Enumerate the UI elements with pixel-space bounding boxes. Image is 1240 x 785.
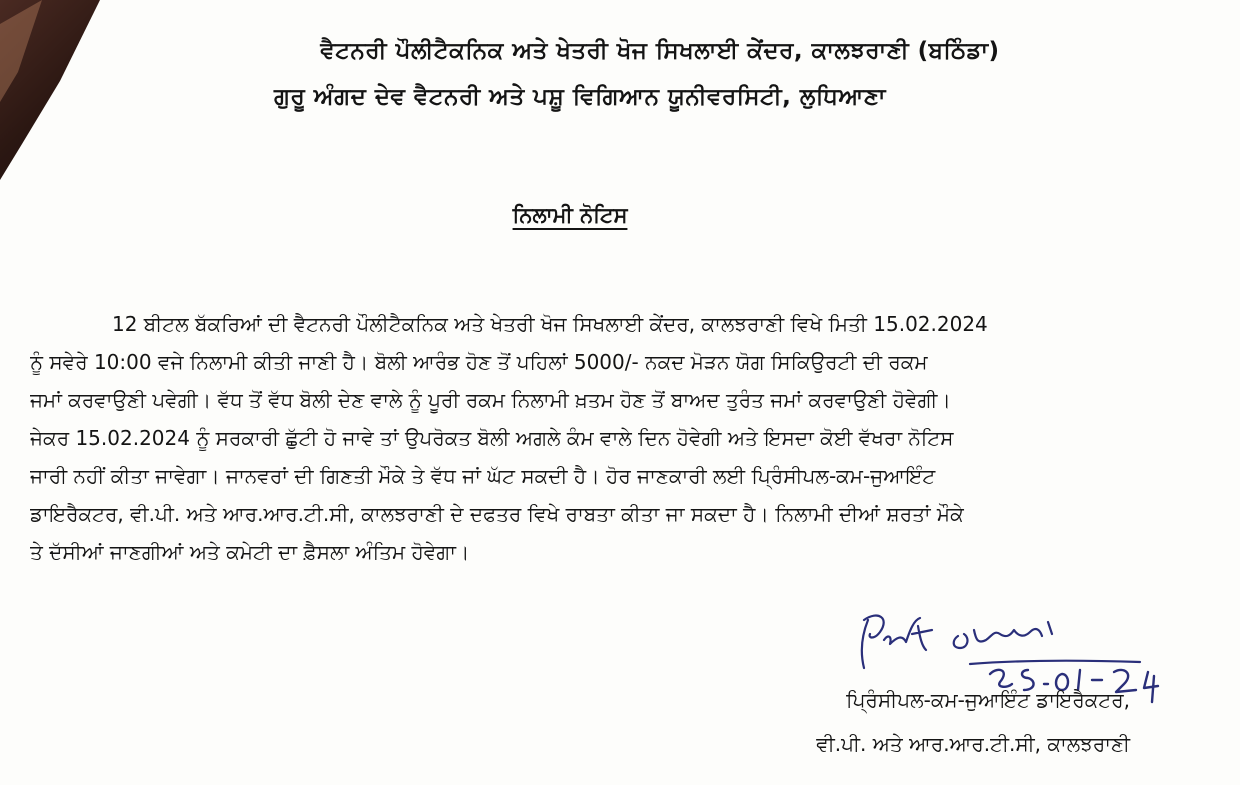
notice-line-4: ਜੇਕਰ 15.02.2024 ਨੂੰ ਸਰਕਾਰੀ ਛੁੱਟੀ ਹੋ ਜਾਵੇ ਤਾਂ ਉਪਰੋਕਤ ਬੋਲੀ ਅਗਲੇ ਕੰਮ ਵਾਲੇ ਦਿਨ ਹੋਵੇਗੀ ਅਤੇ ਇਸਦਾ ਕੋਈ ਵੱਖਰਾ ਨੋਟਿਸ [30,426,954,450]
university-name: ਗੁਰੂ ਅੰਗਦ ਦੇਵ ਵੈਟਨਰੀ ਅਤੇ ਪਸ਼ੂ ਵਿਗਿਆਨ ਯੂਨੀਵਰਸਿਟੀ, ਲੁਧਿਆਣਾ [274,84,886,110]
notice-line-6: ਡਾਇਰੈਕਟਰ, ਵੀ.ਪੀ. ਅਤੇ ਆਰ.ਆਰ.ਟੀ.ਸੀ, ਕਾਲਝਰਾਣੀ ਦੇ ਦਫਤਰ ਵਿਖੇ ਰਾਬਤਾ ਕੀਤਾ ਜਾ ਸਕਦਾ ਹੈ। ਨਿਲਾਮੀ ਦੀਆਂ ਸ਼ਰਤਾਂ ਮੌਕੇ [30,502,964,526]
notice-line-3: ਜਮਾਂ ਕਰਵਾਉਣੀ ਪਵੇਗੀ। ਵੱਧ ਤੋਂ ਵੱਧ ਬੋਲੀ ਦੇਣ ਵਾਲੇ ਨੂੰ ਪੂਰੀ ਰਕਮ ਨਿਲਾਮੀ ਖ਼ਤਮ ਹੋਣ ਤੋਂ ਬਾਅਦ ਤੁਰੰਤ ਜਮਾਂ ਕਰਵਾਉਣੀ ਹੋਵੇਗੀ। [30,388,951,412]
signatory-designation: ਪ੍ਰਿੰਸੀਪਲ-ਕਮ-ਜੁਆਇੰਟ ਡਾਇਰੈਕਟਰ, [846,688,1130,712]
notice-body [30,305,1130,571]
notice-line-1: 12 ਬੀਟਲ ਬੱਕਰਿਆਂ ਦੀ ਵੈਟਨਰੀ ਪੌਲੀਟੈਕਨਿਕ ਅਤੇ ਖੇਤਰੀ ਖੋਜ ਸਿਖਲਾਈ ਕੇਂਦਰ, ਕਾਲਝਰਾਣੀ ਵਿਖੇ ਮਿਤੀ 15.02.2024 [112,312,988,336]
notice-line-5: ਜਾਰੀ ਨਹੀਂ ਕੀਤਾ ਜਾਵੇਗਾ। ਜਾਨਵਰਾਂ ਦੀ ਗਿਣਤੀ ਮੌਕੇ ਤੇ ਵੱਧ ਜਾਂ ਘੱਟ ਸਕਦੀ ਹੈ। ਹੋਰ ਜਾਣਕਾਰੀ ਲਈ ਪ੍ਰਿੰਸੀਪਲ-ਕਮ-ਜੁਆਇੰਟ [30,464,936,488]
notice-title-text: ਨਿਲਾਮੀ ਨੋਟਿਸ [512,203,628,227]
notice-line-7: ਤੇ ਦੱਸੀਆਂ ਜਾਣਗੀਆਂ ਅਤੇ ਕਮੇਟੀ ਦਾ ਫ਼ੈਸਲਾ ਅੰਤਿਮ ਹੋਵੇਗਾ। [30,540,470,564]
notice-title [0,203,1140,228]
institute-name: ਵੈਟਨਰੀ ਪੌਲੀਟੈਕਨਿਕ ਅਤੇ ਖੇਤਰੀ ਖੋਜ ਸਿਖਲਾਈ ਕੇਂਦਰ, ਕਾਲਝਰਾਣੀ (ਬਠਿੰਡਾ) [320,38,1000,64]
notice-line-2: ਨੂੰ ਸਵੇਰੇ 10:00 ਵਜੇ ਨਿਲਾਮੀ ਕੀਤੀ ਜਾਣੀ ਹੈ। ਬੋਲੀ ਆਰੰਭ ਹੋਣ ਤੋਂ ਪਹਿਲਾਂ 5000/- ਨਕਦ ਮੋੜਨ ਯੋਗ ਸਿਕਿਉਰਟੀ ਦੀ ਰਕਮ [30,350,928,374]
signatory-office: ਵੀ.ਪੀ. ਅਤੇ ਆਰ.ਆਰ.ਟੀ.ਸੀ, ਕਾਲਝਰਾਣੀ [816,732,1130,756]
